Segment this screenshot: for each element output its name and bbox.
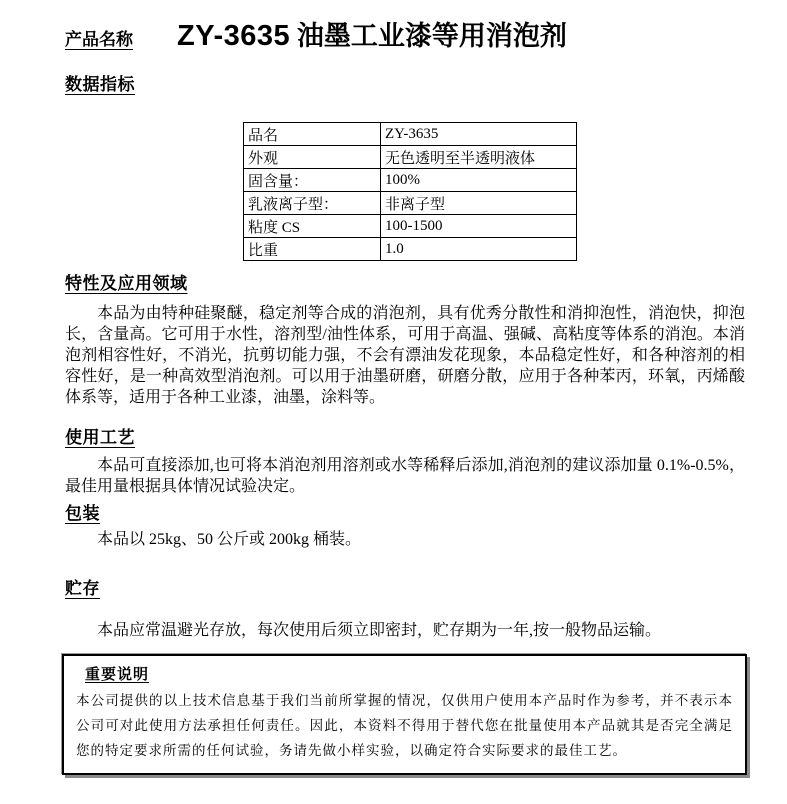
spec-value: ZY-3635: [381, 123, 577, 146]
section-heading-usage: 使用工艺: [65, 428, 135, 447]
spec-label: 外观: [244, 146, 381, 169]
product-title-cjk: 油墨工业漆等用消泡剂: [290, 21, 567, 51]
spec-label: 品名: [244, 123, 381, 146]
notice-body: 本公司提供的以上技术信息基于我们当前所掌握的情况，仅供用户使用本产品时作为参考，并不表示本公司可对此使用方法承担任何责任。因此，本资料不得用于替代您在批量使用本产品就其是否完全满足您的特定要求所需的任何试验，务请先做小样实验，以确定符合实际要求的最佳工艺。: [76, 693, 733, 758]
spec-label: 粘度 CS: [244, 215, 381, 238]
spec-value: 100%: [381, 169, 577, 192]
table-row: [244, 192, 577, 215]
spec-label: 乳液离子型：: [244, 192, 381, 215]
spec-value: 1.0: [381, 238, 577, 261]
section-heading-storage: 贮存: [65, 579, 100, 598]
features-paragraph: 本品为由特种硅聚醚，稳定剂等合成的消泡剂，具有优秀分散性和消抑泡性，消泡快，抑泡长，含量高。它可用于水性，溶剂型/油性体系，可用于高温、强碱、高粘度等体系的消泡。本消泡剂相容性好，不消光，抗剪切能力强，不会有漂油发花现象，本品稳定性好，和各种溶剂的相容性好，是一种高效型消泡剂。可以用于油墨研磨，研磨分散，应用于各种苯丙，环氧，丙烯酸体系等，适用于各种工业漆，油墨，涂料等。: [65, 305, 745, 406]
important-notice-box: [62, 654, 747, 775]
usage-paragraph: 本品可直接添加,也可将本消泡剂用溶剂或水等稀释后添加,消泡剂的建议添加量 0.1%-0.5%，最佳用量根据具体情况试验决定。: [65, 457, 745, 495]
table-row: [244, 146, 577, 169]
spec-label: 固含量：: [244, 169, 381, 192]
table-row: [244, 123, 577, 146]
notice-heading: 重要说明: [85, 667, 150, 683]
spec-table: [243, 122, 577, 261]
spec-value: 非离子型: [381, 192, 577, 215]
product-code: ZY-3635: [177, 20, 291, 52]
table-row: [244, 169, 577, 192]
section-heading-data-index: 数据指标: [65, 75, 135, 94]
table-row: [244, 215, 577, 238]
spec-value: 100-1500: [381, 215, 577, 238]
title-row: [65, 14, 745, 53]
packaging-paragraph: 本品以 25kg、50 公斤或 200kg 桶装。: [97, 531, 362, 548]
table-row: [244, 238, 577, 261]
product-name-label: 产品名称: [65, 30, 133, 49]
page-title: [177, 14, 567, 53]
spec-value: 无色透明至半透明液体: [381, 146, 577, 169]
storage-paragraph: 本品应常温避光存放，每次使用后须立即密封，贮存期为一年,按一般物品运输。: [97, 622, 662, 639]
section-heading-features: 特性及应用领域: [65, 274, 188, 293]
section-heading-packaging: 包装: [65, 504, 100, 523]
spec-label: 比重: [244, 238, 381, 261]
